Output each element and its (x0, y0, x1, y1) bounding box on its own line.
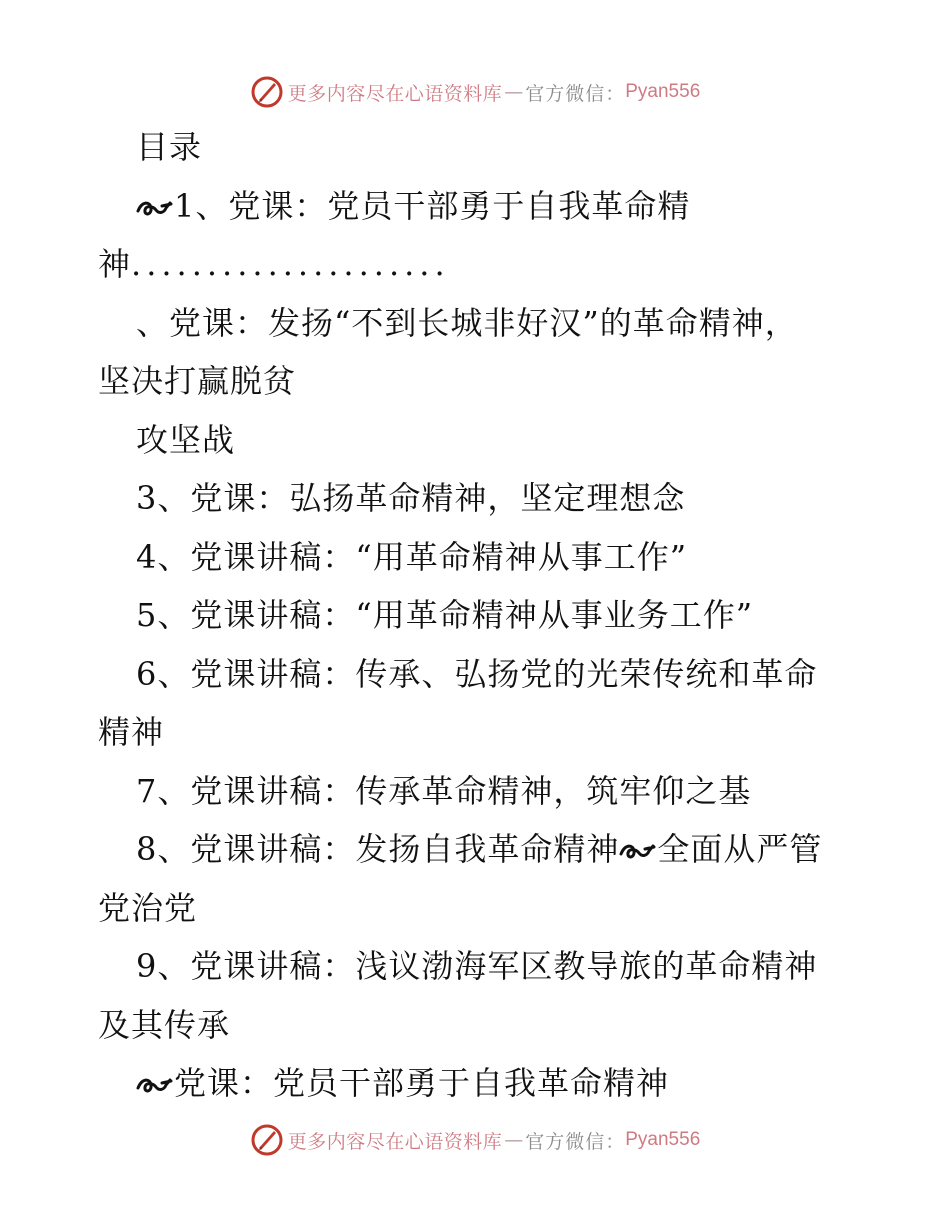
watermark-site-text: 更多内容尽在心语资料库 (287, 1130, 503, 1153)
watermark-site-text: 更多内容尽在心语资料库 (287, 82, 503, 105)
toc-item-6-continued[interactable] (98, 703, 838, 762)
watermark-wechat-label: 官方微信： (525, 1130, 626, 1153)
toc-item-1-continued[interactable] (98, 235, 838, 294)
section-title-text: 党课：党员干部勇于自我革命精神 (174, 1064, 670, 1102)
toc-item-text: 及其传承 (98, 1005, 231, 1044)
toc-item-7[interactable] (98, 762, 838, 821)
toc-heading: 目录 (136, 128, 203, 166)
toc-item-1[interactable] (98, 177, 838, 236)
toc-item-text: 4、党课讲稿：“用革命精神从事工作” (136, 537, 688, 576)
toc-item-2-continued-2[interactable] (98, 411, 838, 470)
section-title (98, 1054, 838, 1113)
toc-item-6[interactable] (98, 645, 838, 704)
toc-item-8[interactable] (98, 820, 838, 879)
curl-ornament-icon (619, 822, 657, 846)
toc-item-text: 8、党课讲稿：发扬自我革命精神 (136, 830, 620, 868)
toc-item-8-continued[interactable] (98, 879, 838, 938)
toc-item-text: 全面从严管 (657, 830, 823, 868)
watermark-wechat-label: 官方微信： (525, 82, 626, 105)
toc-item-9-continued[interactable] (98, 996, 838, 1055)
toc-item-text: 神 (98, 245, 132, 283)
toc-item-text: 9、党课讲稿：浅议渤海军区教导旅的革命精神 (136, 947, 818, 985)
toc-item-5[interactable] (98, 586, 838, 645)
watermark-wechat-id: Pyan556 (625, 1129, 701, 1150)
toc-item-text: 精神 (98, 713, 165, 751)
watermark-separator: — (504, 1129, 524, 1151)
footer-watermark (0, 1120, 950, 1160)
toc-item-2[interactable] (98, 294, 838, 353)
curl-ornament-icon (136, 179, 174, 203)
quill-pen-logo-icon (250, 75, 284, 109)
quill-pen-logo-icon (250, 1123, 284, 1157)
toc-item-text: 党治党 (98, 888, 198, 927)
header-watermark (0, 72, 950, 112)
toc-item-4[interactable] (98, 528, 838, 587)
toc-item-9[interactable] (98, 937, 838, 996)
curl-ornament-icon (136, 1056, 174, 1080)
toc-item-text: 7、党课讲稿：传承革命精神，筑牢仰之基 (136, 771, 752, 810)
table-of-contents (98, 118, 838, 1113)
watermark-wechat-id: Pyan556 (625, 81, 701, 102)
toc-item-2-continued[interactable] (98, 352, 838, 411)
toc-item-text: 5、党课讲稿：“用革命精神从事业务工作” (136, 596, 754, 634)
watermark-separator: — (504, 81, 524, 103)
toc-item-text: 坚决打赢脱贫 (98, 362, 297, 400)
toc-item-text: 6、党课讲稿：传承、弘扬党的光荣传统和革命 (136, 654, 818, 693)
toc-leader-dots: ..................... (131, 245, 450, 283)
toc-item-text: 、党课：发扬“不到长城非好汉”的革命精神， (136, 303, 798, 342)
toc-item-3[interactable] (98, 469, 838, 528)
toc-item-text: 1、党课：党员干部勇于自我革命精 (174, 186, 691, 225)
toc-item-text: 攻坚战 (136, 420, 236, 459)
toc-item-text: 3、党课：弘扬革命精神，坚定理想念 (136, 479, 686, 517)
